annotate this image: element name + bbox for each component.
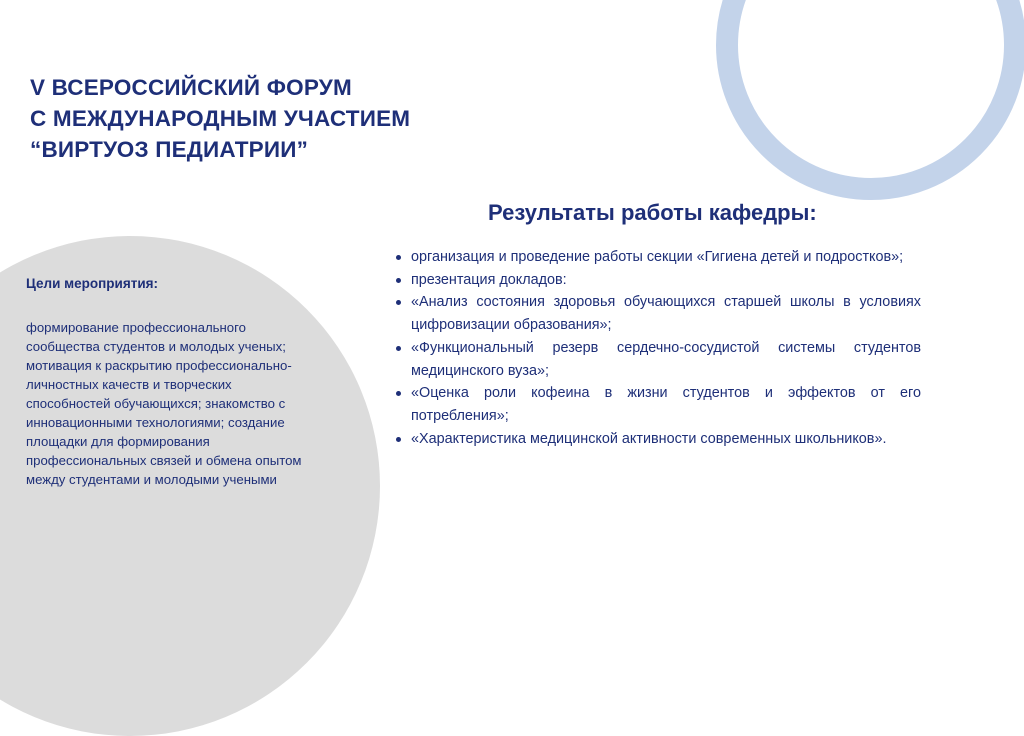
title-line: “ВИРТУОЗ ПЕДИАТРИИ”: [30, 137, 309, 162]
forum-title: [30, 72, 410, 165]
results-list-item: «Оценка роли кофеина в жизни студентов и эффектов от его потребления»;: [396, 382, 921, 427]
results-list-item: «Анализ состояния здоровья обучающихся старшей школы в условиях цифровизации образования»;: [396, 291, 921, 336]
results-heading: Результаты работы кафедры:: [488, 200, 817, 225]
goals-heading: Цели мероприятия:: [26, 276, 159, 291]
results-list-item: организация и проведение работы секции «Гигиена детей и подростков»;: [396, 246, 921, 269]
results-list-item: презентация докладов:: [396, 269, 921, 292]
results-list-item: «Характеристика медицинской активности современных школьников».: [396, 428, 921, 451]
decorative-ring: [716, 0, 1024, 200]
title-line: С МЕЖДУНАРОДНЫМ УЧАСТИЕМ: [30, 106, 411, 131]
results-list-item: «Функциональный резерв сердечно-сосудистой системы студентов медицинского вуза»;: [396, 337, 921, 382]
results-list: [396, 246, 921, 450]
title-line: V ВСЕРОССИЙСКИЙ ФОРУМ: [30, 75, 352, 100]
goals-text: формирование профессионального сообщества студентов и молодых ученых; мотивация к раскрытию профессионально-личностных качеств и творческих способностей обучающихся; знакомство с инновационными технологиями; создание площадки для формирования профессиональных связей и обмена опытом между студентами и молодыми учеными: [26, 320, 302, 487]
